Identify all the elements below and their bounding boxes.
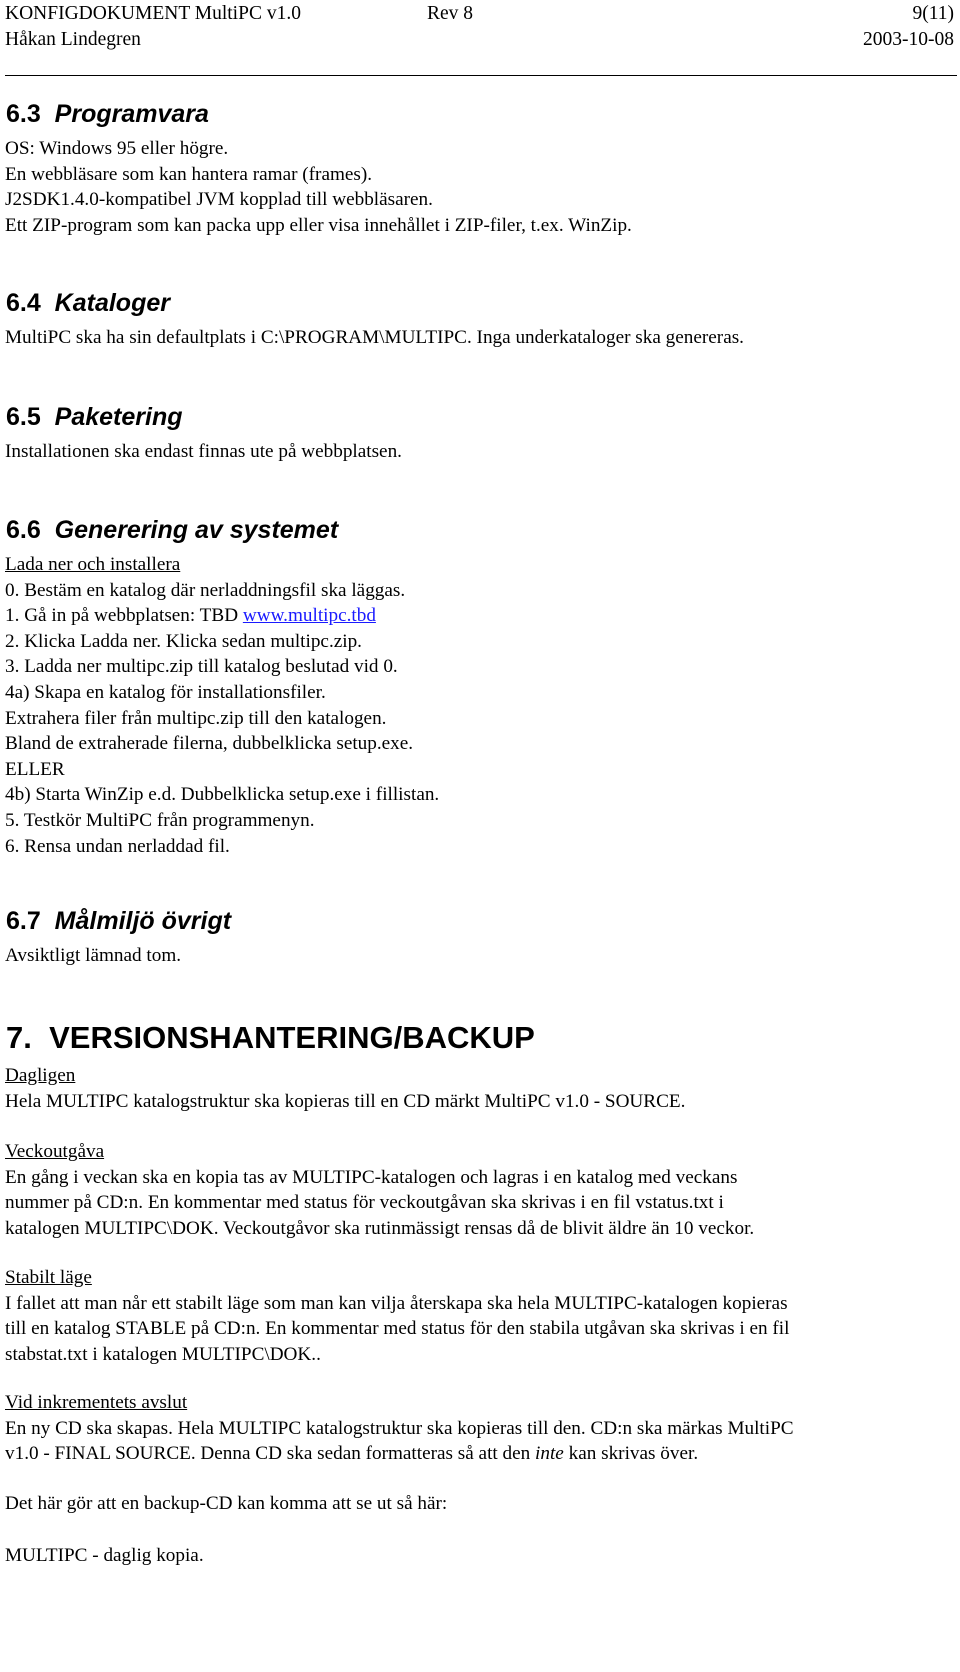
block-veckoutgava <box>5 1139 955 1241</box>
doc-date: 2003-10-08 <box>863 29 954 50</box>
text-line: stabstat.txt i katalogen MULTIPC\DOK.. <box>5 1343 321 1365</box>
step-line: 4a) Skapa en katalog för installationsfiler. <box>5 681 326 703</box>
step-line: 6. Rensa undan nerladdad fil. <box>5 835 230 857</box>
heading-6-6: 6.6 Generering av systemet <box>6 516 339 544</box>
section-6-3-body <box>5 136 955 238</box>
section-6-7-body <box>5 943 955 969</box>
heading-6-7: 6.7 Målmiljö övrigt <box>6 907 232 935</box>
text-line: MULTIPC - daglig kopia. <box>5 1545 204 1566</box>
emphasis-inte: inte <box>535 1443 564 1465</box>
subheading-stabilt-lage: Stabilt läge <box>5 1267 92 1288</box>
section-6-6-body <box>5 552 955 859</box>
text-line: J2SDK1.4.0-kompatibel JVM kopplad till webbläsaren. <box>5 189 433 211</box>
section-6-4-body <box>5 325 955 351</box>
doc-revision: Rev 8 <box>427 3 474 24</box>
step-line: 1. Gå in på webbplatsen: TBD www.multipc.tbd <box>5 605 376 627</box>
step-line: 5. Testkör MultiPC från programmenyn. <box>5 809 315 831</box>
text-line: Ett ZIP-program som kan packa upp eller visa innehållet i ZIP-filer, t.ex. WinZip. <box>5 214 632 236</box>
header-divider <box>5 75 957 76</box>
text-line: MultiPC ska ha sin defaultplats i C:\PROGRAM\MULTIPC. Inga underkataloger ska genereras. <box>5 327 744 348</box>
step-line: 4b) Starta WinZip e.d. Dubbelklicka setup.exe i fillistan. <box>5 784 440 806</box>
header-row-2 <box>5 28 954 52</box>
text-line: nummer på CD:n. En kommentar med status för veckoutgåvan ska skrivas i en fil vstatus.txt i <box>5 1192 724 1214</box>
step-line: Bland de extraherade filerna, dubbelklicka setup.exe. <box>5 733 414 755</box>
website-link[interactable]: www.multipc.tbd <box>242 605 376 627</box>
heading-6-5: 6.5 Paketering <box>6 403 183 431</box>
heading-6-3: 6.3 Programvara <box>6 100 209 128</box>
step-line: 2. Klicka Ladda ner. Klicka sedan multipc.zip. <box>5 630 362 652</box>
doc-author: Håkan Lindegren <box>5 29 141 50</box>
step-line: Extrahera filer från multipc.zip till den katalogen. <box>5 707 387 729</box>
block-dagligen <box>5 1063 955 1114</box>
subheading-download: Lada ner och installera <box>5 554 181 575</box>
text-line: Hela MULTIPC katalogstruktur ska kopieras till en CD märkt MultiPC v1.0 - SOURCE. <box>5 1090 686 1112</box>
text-line: En webbläsare som kan hantera ramar (frames). <box>5 163 373 185</box>
text-line: OS: Windows 95 eller högre. <box>5 138 229 159</box>
step-line: 3. Ladda ner multipc.zip till katalog beslutad vid 0. <box>5 656 398 678</box>
text-line: I fallet att man når ett stabilt läge som man kan vilja återskapa ska hela MULTIPC-katalogen kopieras <box>5 1292 788 1314</box>
text-line: v1.0 - FINAL SOURCE. Denna CD ska sedan formatteras så att den inte kan skrivas över. <box>5 1443 699 1465</box>
heading-7: 7. VERSIONSHANTERING/BACKUP <box>6 1020 535 1055</box>
text-line: En gång i veckan ska en kopia tas av MULTIPC-katalogen och lagras i en katalog med veckans <box>5 1166 738 1188</box>
subheading-inkrement: Vid inkrementets avslut <box>5 1392 188 1413</box>
text-line: Avsiktligt lämnad tom. <box>5 945 182 966</box>
block-backup-note <box>5 1491 955 1517</box>
block-last-line <box>5 1543 955 1569</box>
step-line: 0. Bestäm en katalog där nerladdningsfil ska läggas. <box>5 579 406 601</box>
text-line: till en katalog STABLE på CD:n. En kommentar med status för den stabila utgåvan ska skrivas i en fil <box>5 1318 790 1340</box>
text-line: Det här gör att en backup-CD kan komma att se ut så här: <box>5 1493 448 1514</box>
text-line: En ny CD ska skapas. Hela MULTIPC katalogstruktur ska kopieras till den. CD:n ska märkas MultiPC <box>5 1417 794 1439</box>
text-line: Installationen ska endast finnas ute på webbplatsen. <box>5 441 402 462</box>
header-row-1 <box>5 2 954 26</box>
subheading-veckoutgava: Veckoutgåva <box>5 1141 105 1162</box>
block-stabilt-lage <box>5 1265 955 1367</box>
page-number: 9(11) <box>912 3 954 24</box>
heading-6-4: 6.4 Kataloger <box>6 289 170 317</box>
doc-title: KONFIGDOKUMENT MultiPC v1.0 <box>5 3 301 24</box>
block-inkrement <box>5 1390 955 1467</box>
text-line: katalogen MULTIPC\DOK. Veckoutgåvor ska rutinmässigt rensas då de blivit äldre än 10 veckor. <box>5 1217 755 1239</box>
section-6-5-body <box>5 439 955 465</box>
step-line: ELLER <box>5 758 65 780</box>
subheading-dagligen: Dagligen <box>5 1065 76 1086</box>
